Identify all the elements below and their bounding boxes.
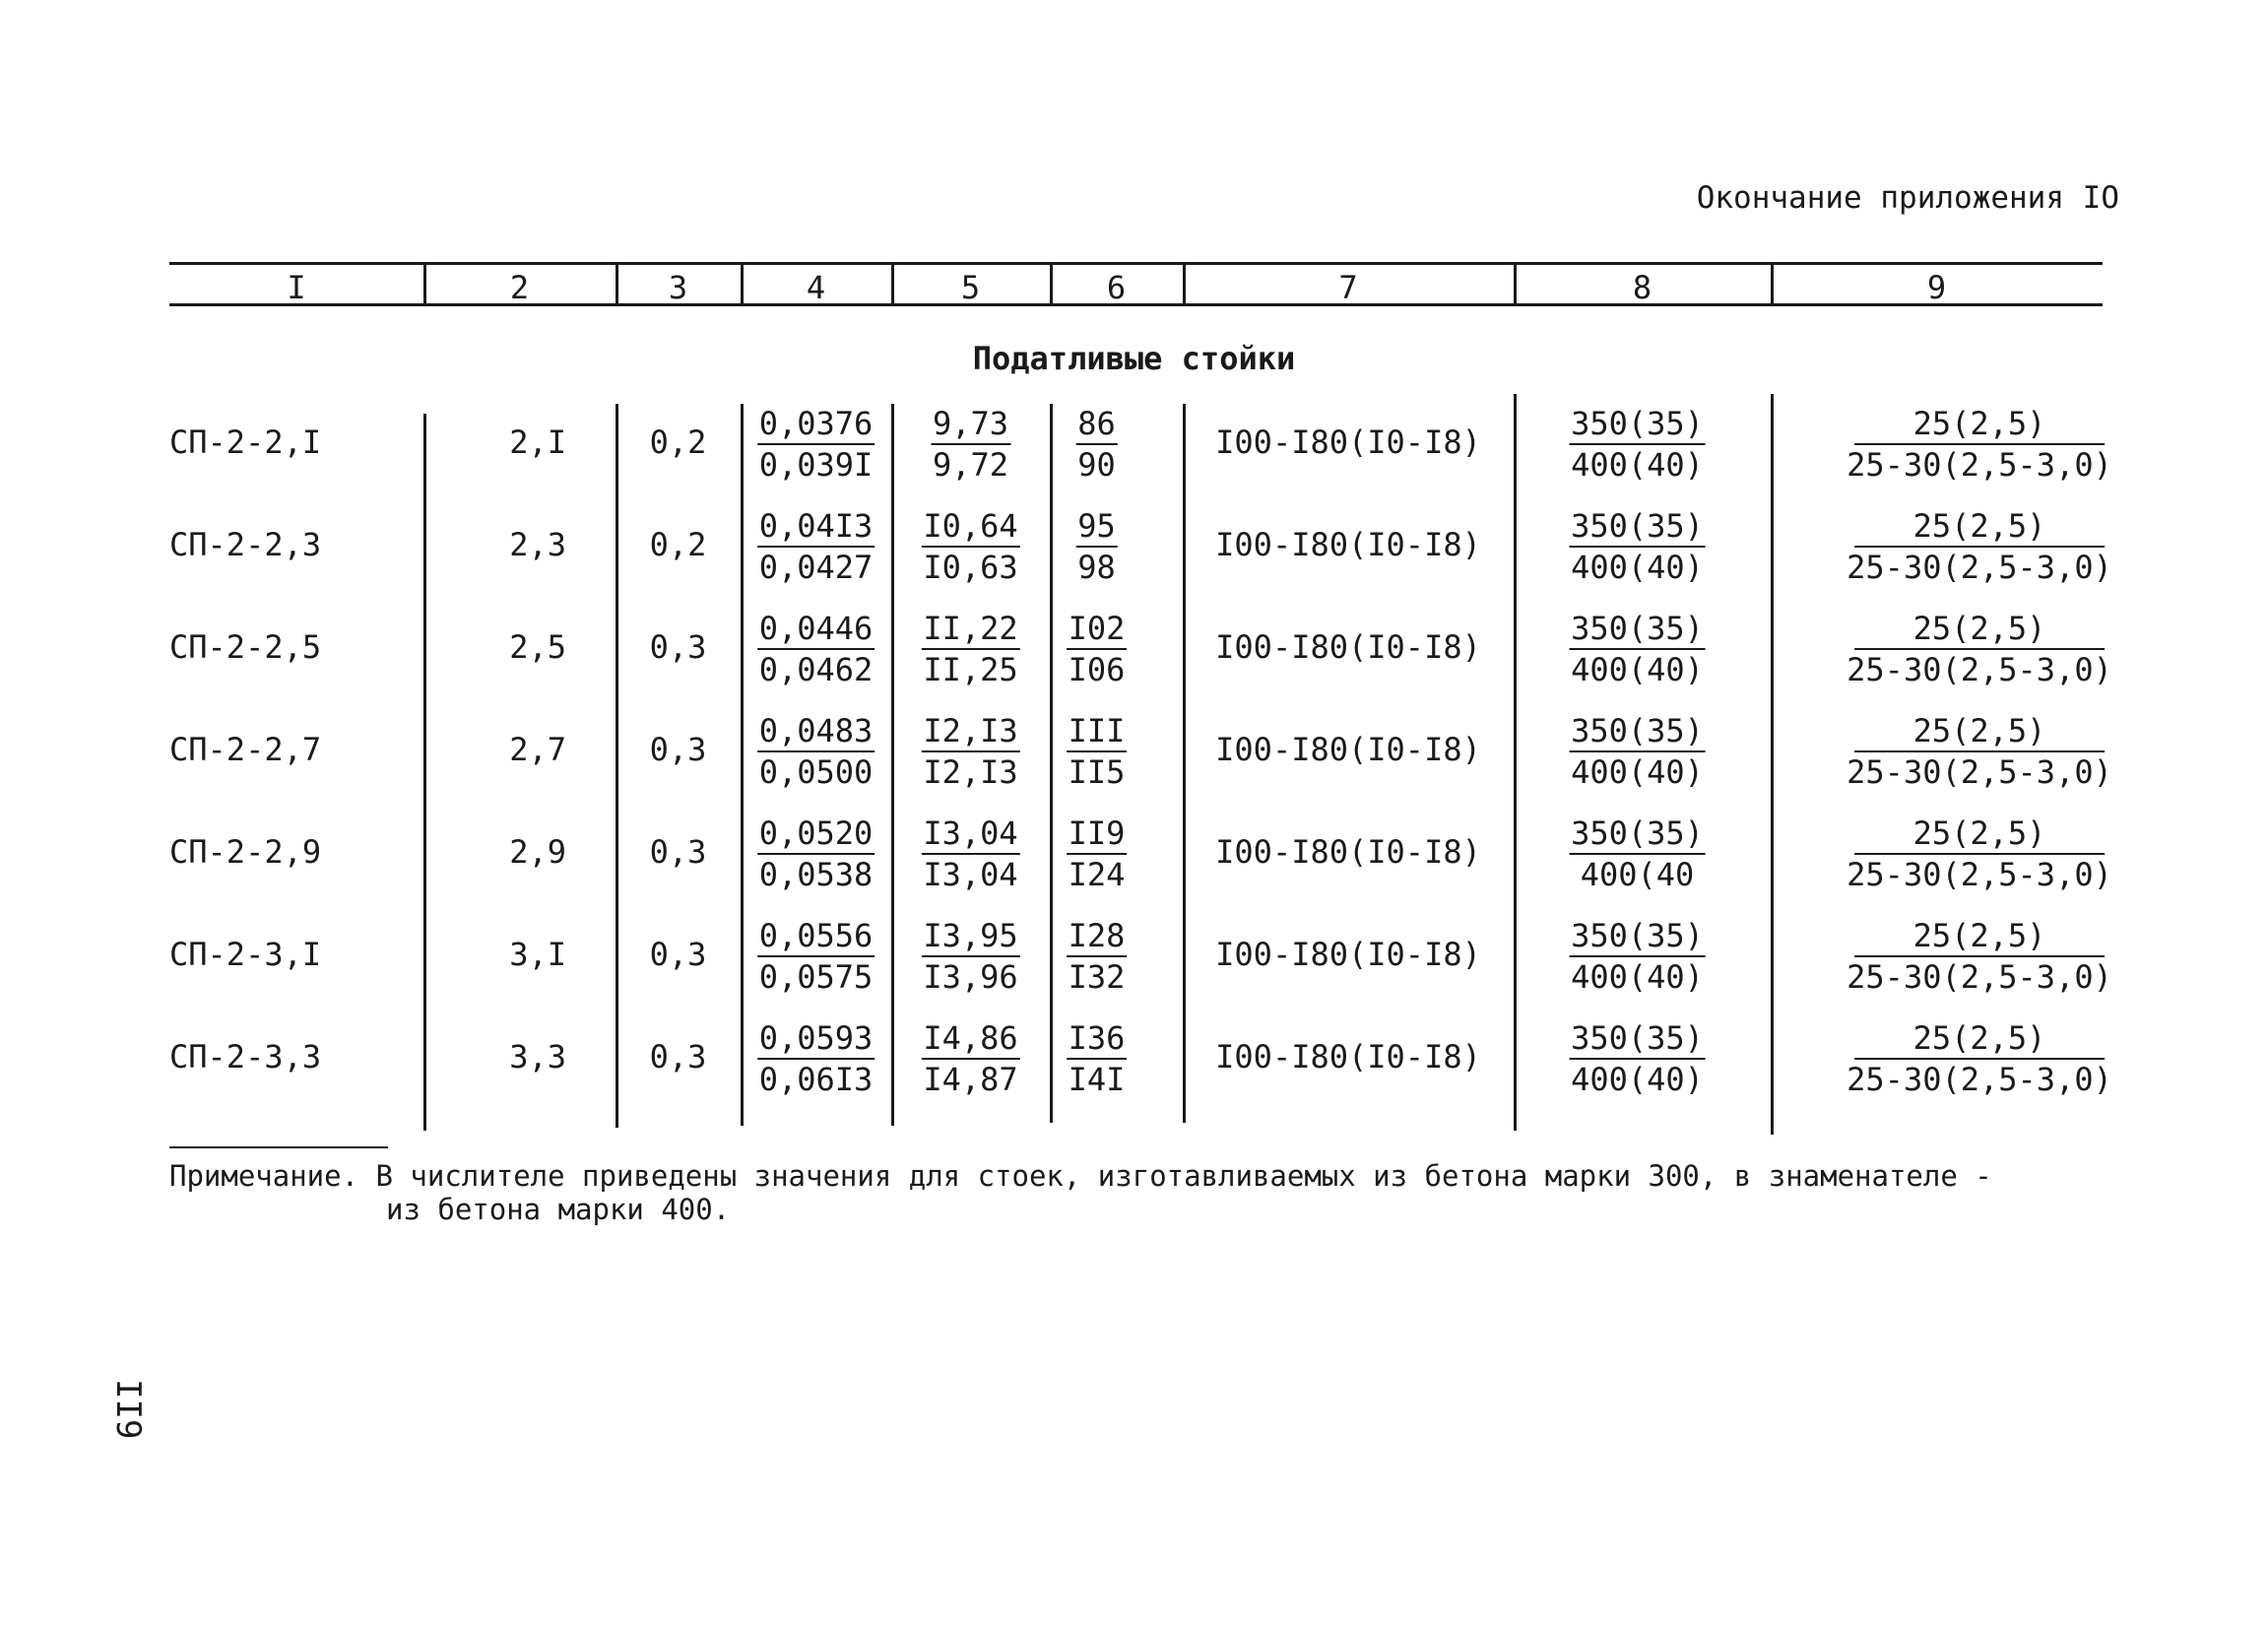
- cell-col2: 2,9: [509, 833, 566, 871]
- cell-col7: I00-I80(I0-I8): [1215, 1038, 1481, 1075]
- cell-col7: I00-I80(I0-I8): [1215, 423, 1481, 461]
- row-name: СП-2-2,5: [169, 628, 322, 666]
- cell-col9: [1845, 404, 2114, 485]
- cell-col9-numerator: 25(2,5): [1854, 1018, 2105, 1060]
- cell-col6: [1075, 506, 1118, 587]
- cell-col5: [921, 506, 1019, 587]
- note-rule: [169, 1146, 388, 1148]
- cell-col8: [1569, 506, 1706, 587]
- cell-col5: [921, 609, 1019, 689]
- cell-col6-numerator: 86: [1075, 404, 1118, 445]
- cell-col9-numerator: 25(2,5): [1854, 609, 2105, 650]
- cell-col8: [1569, 814, 1706, 894]
- cell-col9-denominator: 25-30(2,5-3,0): [1847, 446, 2112, 484]
- cell-col4: [757, 916, 875, 997]
- row-name: СП-2-3,3: [169, 1038, 322, 1075]
- cell-col5-denominator: 9,72: [932, 446, 1009, 484]
- cell-col6-denominator: II5: [1068, 753, 1126, 791]
- cell-col8-numerator: 350(35): [1569, 1018, 1706, 1060]
- cell-col7: I00-I80(I0-I8): [1215, 628, 1481, 666]
- cell-col4-denominator: 0,0538: [758, 856, 874, 893]
- column-divider: [423, 414, 426, 1131]
- cell-col8: [1569, 916, 1706, 997]
- column-divider: [1183, 404, 1186, 1123]
- column-divider: [741, 404, 744, 1126]
- column-divider: [891, 404, 894, 1126]
- cell-col8-denominator: 400(40): [1571, 651, 1704, 688]
- cell-col6-numerator: II9: [1067, 814, 1128, 855]
- cell-col6-denominator: I24: [1068, 856, 1126, 893]
- cell-col4: [757, 814, 875, 894]
- header-cell-1: I: [287, 269, 306, 306]
- header-divider: [1771, 262, 1774, 305]
- cell-col6: [1067, 609, 1128, 689]
- section-title: Податливые стойки: [972, 340, 1296, 377]
- cell-col6: [1067, 711, 1128, 792]
- header-cell-2: 2: [509, 269, 530, 306]
- cell-col4-denominator: 0,0462: [758, 651, 874, 688]
- cell-col7: I00-I80(I0-I8): [1215, 526, 1481, 563]
- row-name: СП-2-3,I: [169, 936, 322, 973]
- cell-col9-numerator: 25(2,5): [1854, 916, 2105, 957]
- note-line-2: из бетона марки 400.: [386, 1193, 731, 1226]
- appendix-caption: Окончание приложения IO: [1696, 180, 2119, 216]
- cell-col7: I00-I80(I0-I8): [1215, 833, 1481, 871]
- column-divider: [616, 404, 618, 1128]
- cell-col6: [1067, 1018, 1128, 1099]
- cell-col7: I00-I80(I0-I8): [1215, 936, 1481, 973]
- header-top-rule: [169, 262, 2103, 265]
- cell-col8: [1569, 711, 1706, 792]
- header-cell-4: 4: [806, 269, 826, 306]
- cell-col8-numerator: 350(35): [1569, 711, 1706, 752]
- header-divider: [423, 262, 426, 305]
- cell-col6-denominator: 98: [1077, 549, 1116, 586]
- cell-col4: [757, 404, 875, 485]
- column-divider: [1514, 394, 1517, 1131]
- cell-col2: 3,3: [509, 1038, 566, 1075]
- cell-col9: [1845, 506, 2114, 587]
- cell-col6: [1067, 814, 1128, 894]
- cell-col5-numerator: I3,04: [921, 814, 1019, 855]
- cell-col4-denominator: 0,039I: [758, 446, 874, 484]
- cell-col8: [1569, 404, 1706, 485]
- cell-col7: I00-I80(I0-I8): [1215, 731, 1481, 768]
- header-divider: [891, 262, 894, 305]
- cell-col4-denominator: 0,0427: [758, 549, 874, 586]
- cell-col5-denominator: I0,63: [923, 549, 1018, 586]
- cell-col9: [1845, 711, 2114, 792]
- cell-col5: [931, 404, 1010, 485]
- cell-col8-numerator: 350(35): [1569, 814, 1706, 855]
- cell-col9-denominator: 25-30(2,5-3,0): [1847, 753, 2112, 791]
- cell-col3: 0,3: [649, 833, 707, 871]
- cell-col5-numerator: II,22: [921, 609, 1019, 650]
- cell-col6: [1075, 404, 1118, 485]
- row-name: СП-2-2,9: [169, 833, 322, 871]
- cell-col8-numerator: 350(35): [1569, 609, 1706, 650]
- cell-col9: [1845, 814, 2114, 894]
- cell-col5-numerator: I4,86: [921, 1018, 1019, 1060]
- cell-col3: 0,2: [649, 423, 707, 461]
- cell-col3: 0,2: [649, 526, 707, 563]
- header-cell-5: 5: [960, 269, 981, 306]
- cell-col6-numerator: III: [1067, 711, 1128, 752]
- cell-col8-numerator: 350(35): [1569, 916, 1706, 957]
- cell-col4: [757, 609, 875, 689]
- cell-col5-numerator: I2,I3: [921, 711, 1019, 752]
- cell-col5-numerator: 9,73: [931, 404, 1010, 445]
- cell-col8-denominator: 400(40): [1571, 549, 1704, 586]
- cell-col8: [1569, 609, 1706, 689]
- row-name: СП-2-2,I: [169, 423, 322, 461]
- cell-col9-numerator: 25(2,5): [1854, 711, 2105, 752]
- cell-col9: [1845, 609, 2114, 689]
- cell-col5-denominator: I3,96: [923, 958, 1018, 996]
- cell-col9: [1845, 916, 2114, 997]
- cell-col2: 2,3: [509, 526, 566, 563]
- note-line-1: Примечание. В числителе приведены значения для стоек, изготавливаемых из бетона марки 300, в знаменателе -: [169, 1159, 1992, 1193]
- cell-col6-numerator: 95: [1075, 506, 1118, 548]
- cell-col8-denominator: 400(40): [1571, 1061, 1704, 1098]
- cell-col8-numerator: 350(35): [1569, 404, 1706, 445]
- cell-col8: [1569, 1018, 1706, 1099]
- cell-col8-denominator: 400(40: [1580, 856, 1695, 893]
- cell-col8-denominator: 400(40): [1571, 753, 1704, 791]
- cell-col6-numerator: I36: [1067, 1018, 1128, 1060]
- cell-col9-denominator: 25-30(2,5-3,0): [1847, 856, 2112, 893]
- cell-col9-denominator: 25-30(2,5-3,0): [1847, 1061, 2112, 1098]
- cell-col6-numerator: I02: [1067, 609, 1128, 650]
- cell-col2: 2,5: [509, 628, 566, 666]
- column-divider: [1050, 404, 1053, 1123]
- cell-col4: [757, 1018, 875, 1099]
- cell-col9-numerator: 25(2,5): [1854, 814, 2105, 855]
- cell-col4-numerator: 0,0376: [757, 404, 875, 445]
- cell-col6-denominator: I06: [1068, 651, 1126, 688]
- cell-col4-denominator: 0,0500: [758, 753, 874, 791]
- header-divider: [741, 262, 744, 305]
- header-cell-3: 3: [668, 269, 688, 306]
- cell-col5: [921, 814, 1019, 894]
- header-divider: [1514, 262, 1517, 305]
- cell-col3: 0,3: [649, 1038, 707, 1075]
- cell-col4-denominator: 0,0575: [758, 958, 874, 996]
- cell-col4-numerator: 0,04I3: [757, 506, 875, 548]
- cell-col9-numerator: 25(2,5): [1854, 404, 2105, 445]
- cell-col6: [1067, 916, 1128, 997]
- cell-col5-denominator: I2,I3: [923, 753, 1018, 791]
- header-divider: [1183, 262, 1186, 305]
- note: [169, 1159, 1992, 1226]
- cell-col4-numerator: 0,0556: [757, 916, 875, 957]
- cell-col3: 0,3: [649, 628, 707, 666]
- cell-col5: [921, 1018, 1019, 1099]
- page-number: II9: [108, 1379, 148, 1440]
- cell-col9-denominator: 25-30(2,5-3,0): [1847, 651, 2112, 688]
- cell-col4-numerator: 0,0483: [757, 711, 875, 752]
- cell-col8-numerator: 350(35): [1569, 506, 1706, 548]
- cell-col9-numerator: 25(2,5): [1854, 506, 2105, 548]
- cell-col6-denominator: I4I: [1068, 1061, 1126, 1098]
- cell-col5-denominator: I3,04: [923, 856, 1018, 893]
- cell-col6-denominator: I32: [1068, 958, 1126, 996]
- cell-col8-denominator: 400(40): [1571, 958, 1704, 996]
- cell-col4-denominator: 0,06I3: [758, 1061, 874, 1098]
- header-cell-9: 9: [1926, 269, 1947, 306]
- cell-col2: 2,7: [509, 731, 566, 768]
- header-divider: [1050, 262, 1053, 305]
- cell-col4: [757, 506, 875, 587]
- cell-col5: [921, 711, 1019, 792]
- cell-col4-numerator: 0,0446: [757, 609, 875, 650]
- header-cell-7: 7: [1338, 269, 1358, 306]
- cell-col3: 0,3: [649, 936, 707, 973]
- cell-col4: [757, 711, 875, 792]
- column-divider: [1771, 394, 1774, 1135]
- header-cell-6: 6: [1106, 269, 1127, 306]
- cell-col8-denominator: 400(40): [1571, 446, 1704, 484]
- header-divider: [616, 262, 618, 305]
- row-name: СП-2-2,3: [169, 526, 322, 563]
- cell-col3: 0,3: [649, 731, 707, 768]
- header-cell-8: 8: [1632, 269, 1652, 306]
- cell-col5-denominator: I4,87: [923, 1061, 1018, 1098]
- cell-col4-numerator: 0,0520: [757, 814, 875, 855]
- cell-col4-numerator: 0,0593: [757, 1018, 875, 1060]
- cell-col2: 2,I: [509, 423, 566, 461]
- cell-col5-numerator: I3,95: [921, 916, 1019, 957]
- cell-col6-numerator: I28: [1067, 916, 1128, 957]
- row-name: СП-2-2,7: [169, 731, 322, 768]
- cell-col6-denominator: 90: [1077, 446, 1116, 484]
- cell-col5: [921, 916, 1019, 997]
- cell-col2: 3,I: [509, 936, 566, 973]
- cell-col5-numerator: I0,64: [921, 506, 1019, 548]
- cell-col5-denominator: II,25: [923, 651, 1018, 688]
- cell-col9: [1845, 1018, 2114, 1099]
- cell-col9-denominator: 25-30(2,5-3,0): [1847, 549, 2112, 586]
- cell-col9-denominator: 25-30(2,5-3,0): [1847, 958, 2112, 996]
